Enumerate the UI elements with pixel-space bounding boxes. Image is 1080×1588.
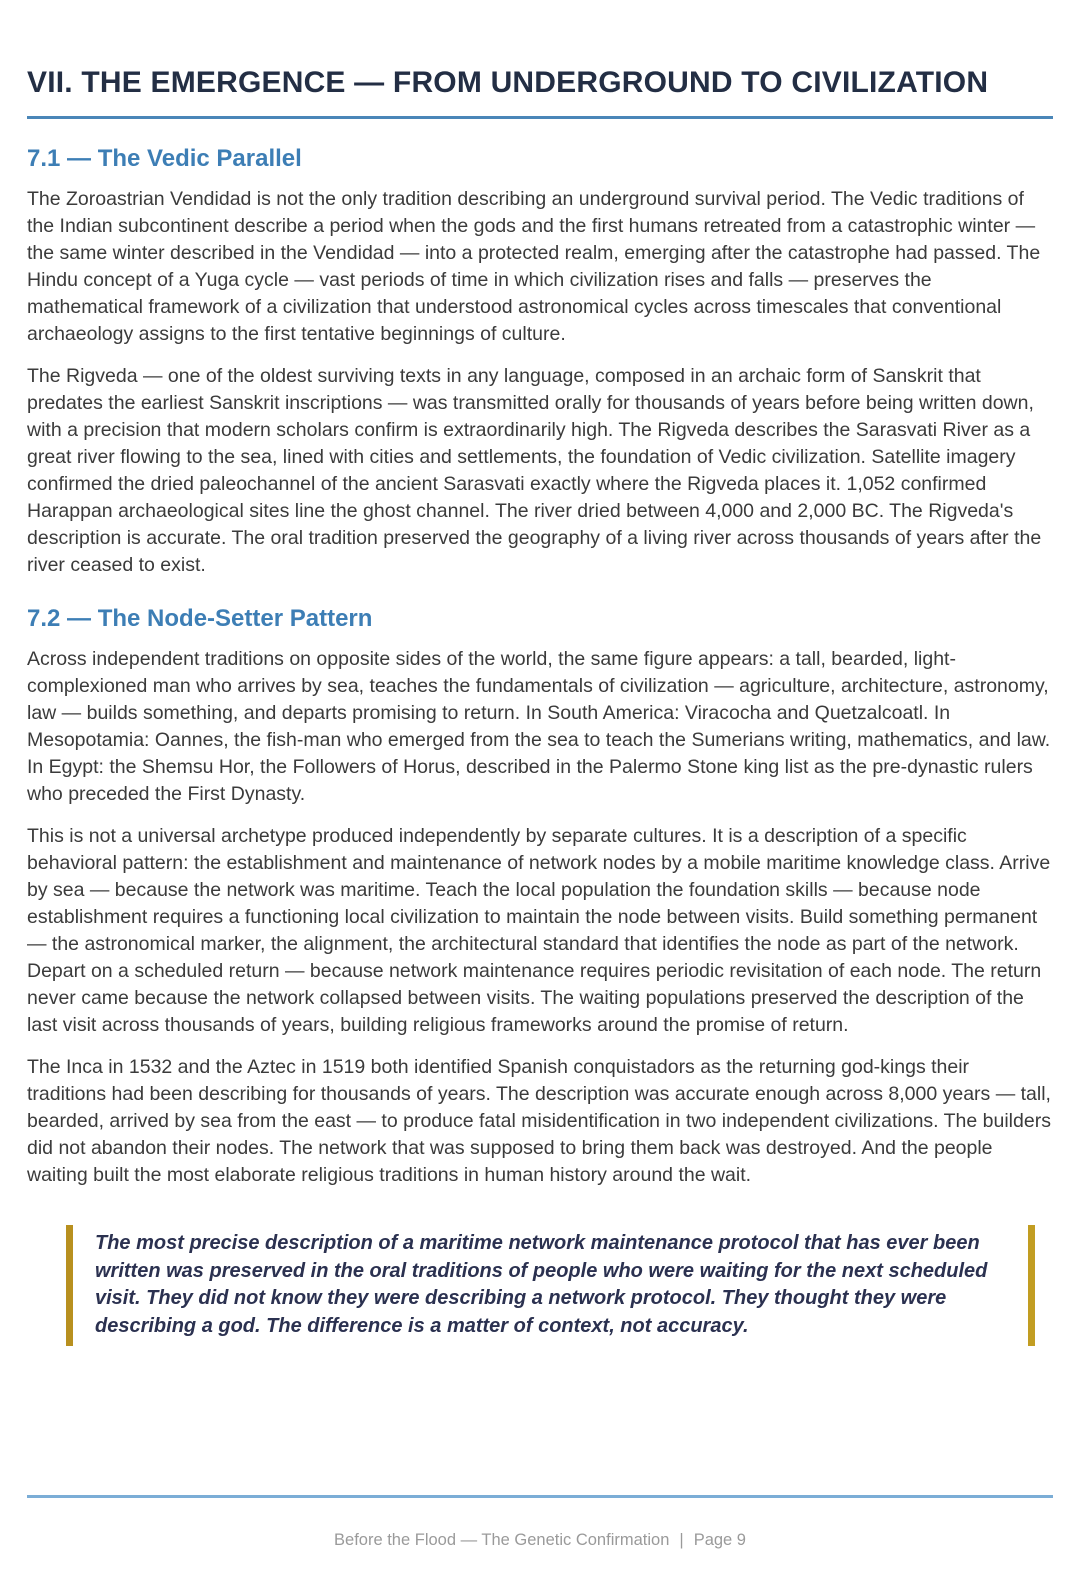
section-heading-7-2: 7.2 — The Node-Setter Pattern [27,605,373,632]
footer-book-title: Before the Flood — The Genetic Confirmation [334,1531,670,1549]
paragraph: The Inca in 1532 and the Aztec in 1519 both identified Spanish conquistadors as the returning god-kings their traditions had been describing for thousands of years. The description was accurate enough across 8,000 years — tall, bearded, arrived by sea from the east — to produce fatal misidentification in two independent civilizations. The builders did not abandon their nodes. The network that was supposed to bring them back was destroyed. And the people waiting built the most elaborate religious traditions in human history around the wait. [27,1056,1051,1186]
paragraph: The Rigveda — one of the oldest surviving texts in any language, composed in an archaic form of Sanskrit that predates the earliest Sanskrit inscriptions — was transmitted orally for thousands of years before being written down, with a precision that modern scholars confirm is extraordinarily high. The Rigveda describes the Sarasvati River as a great river flowing to the sea, lined with cities and settlements, the foundation of Vedic civilization. Satellite imagery confirmed the dried paleochannel of the ancient Sarasvati exactly where the Rigveda places it. 1,052 confirmed Harappan archaeological sites line the ghost channel. The river dried between 4,000 and 2,000 BC. The Rigveda's description is accurate. The oral tradition preserved the geography of a living river across thousands of years after the river ceased to exist. [27,365,1042,576]
section-node-setter-pattern [27,605,1053,1189]
pull-quote: The most precise description of a maritime network maintenance protocol that has ever been written was preserved in the oral traditions of people who were waiting for the next scheduled visit. They did not know they were describing a network protocol. They thought they were describing a god. The difference is a matter of context, not accuracy. [66,1225,1035,1346]
section-vedic-parallel [27,145,1053,579]
page-footer [27,1495,1053,1550]
section-heading-7-1: 7.1 — The Vedic Parallel [27,145,302,172]
footer-divider [27,1495,1053,1498]
footer-separator: | [679,1531,684,1549]
paragraph: The Zoroastrian Vendidad is not the only tradition describing an underground survival period. The Vedic traditions of the Indian subcontinent describe a period when the gods and the first humans retreated from a catastrophic winter — the same winter described in the Vendidad — into a protected realm, emerging after the catastrophe had passed. The Hindu concept of a Yuga cycle — vast periods of time in which civilization rises and falls — preserves the mathematical framework of a civilization that understood astronomical cycles across timescales that conventional archaeology assigns to the first tentative beginnings of culture. [27,188,1041,345]
footer-page-number: Page 9 [693,1531,746,1549]
paragraph: This is not a universal archetype produced independently by separate cultures. It is a description of a specific behavioral pattern: the establishment and maintenance of network nodes by a mobile maritime knowledge class. Arrive by sea — because the network was maritime. Teach the local population the foundation skills — because node establishment requires a functioning local civilization to maintain the node between visits. Build something permanent — the astronomical marker, the alignment, the architectural standard that identifies the node as part of the network. Depart on a scheduled return — because network maintenance requires periodic revisitation of each node. The return never came because the network collapsed between visits. The waiting populations preserved the description of the last visit across thousands of years, building religious frameworks around the promise of return. [27,825,1051,1036]
page-title: VII. THE EMERGENCE — FROM UNDERGROUND TO CIVILIZATION [27,66,989,99]
paragraph: Across independent traditions on opposite sides of the world, the same figure appears: a tall, bearded, light-complexioned man who arrives by sea, teaches the fundamentals of civilization — agriculture, architecture, astronomy, law — builds something, and departs promising to return. In South America: Viracocha and Quetzalcoatl. In Mesopotamia: Oannes, the fish-man who emerged from the sea to teach the Sumerians writing, mathematics, and law. In Egypt: the Shemsu Hor, the Followers of Horus, described in the Palermo Stone king list as the pre-dynastic rulers who preceded the First Dynasty. [27,648,1051,805]
footer-text [27,1531,1053,1550]
title-divider [27,116,1053,119]
